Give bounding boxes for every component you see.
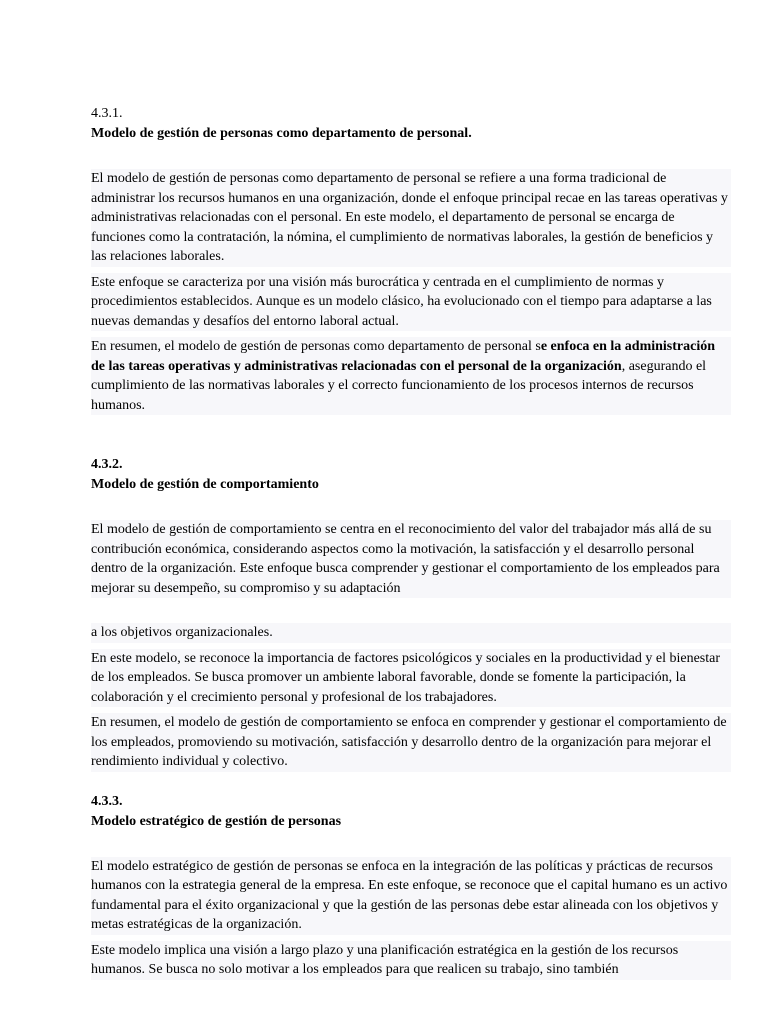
summary-text-before: En resumen, el modelo de gestión de personas como departamento de personal s: [91, 339, 541, 354]
section-title: Modelo de gestión de comportamiento: [91, 477, 319, 492]
paragraph: En este modelo, se reconoce la importancia de factores psicológicos y sociales en la productividad y el bienestar de los empleados. Se busca promover un ambiente laboral favorable, donde se fomente la participación, la colaboración y el crecimiento personal y profesional de los trabajadores.: [91, 649, 731, 708]
section-4-3-3: [91, 792, 731, 980]
summary-text-bold: e enfoca en la administración de las tareas operativas y administrativas relacionadas con el personal de la organización: [91, 339, 716, 374]
paragraph: Este modelo implica una visión a largo plazo y una planificación estratégica en la gestión de los recursos humanos. Se busca no solo motivar a los empleados para que realicen su trabajo, sino también: [91, 941, 731, 980]
section-number: 4.3.2.: [91, 457, 123, 472]
paragraph: El modelo de gestión de personas como departamento de personal se refiere a una forma tradicional de administrar los recursos humanos en una organización, donde el enfoque principal recae en las tareas operativas y administrativas relacionadas con el personal. En este modelo, el departamento de personal se encarga de funciones como la contratación, la nómina, el cumplimiento de normativas laborales, la gestión de beneficios y las relaciones laborales.: [91, 169, 731, 267]
section-4-3-1: [91, 104, 731, 415]
document-page: [91, 104, 731, 980]
summary-text-after: , asegurando el cumplimiento de las normativas laborales y el correcto funcionamiento de los procesos internos de recursos humanos.: [91, 358, 707, 413]
section-number: 4.3.3.: [91, 793, 123, 809]
section-title: Modelo estratégico de gestión de personas: [91, 813, 342, 829]
section-title: Modelo de gestión de personas como departamento de personal.: [91, 126, 472, 141]
paragraph: Este enfoque se caracteriza por una visión más burocrática y centrada en el cumplimiento de normas y procedimientos establecidos. Aunque es un modelo clásico, ha evolucionado con el tiempo para adaptarse a las nuevas demandas y desafíos del entorno laboral actual.: [91, 273, 731, 332]
summary-paragraph: [91, 337, 731, 415]
paragraph: El modelo de gestión de comportamiento se centra en el reconocimiento del valor del trabajador más allá de su contribución económica, considerando aspectos como la motivación, la satisfacción y el desarrollo personal dentro de la organización. Este enfoque busca comprender y gestionar el comportamiento de los empleados para mejorar su desempeño, su compromiso y su adaptación: [91, 520, 731, 598]
section-number: 4.3.1.: [91, 106, 123, 121]
paragraph: En resumen, el modelo de gestión de comportamiento se enfoca en comprender y gestionar el comportamiento de los empleados, promoviendo su motivación, satisfacción y desarrollo dentro de la organización para mejorar el rendimiento individual y colectivo.: [91, 713, 731, 772]
paragraph: a los objetivos organizacionales.: [91, 623, 731, 643]
section-4-3-2: [91, 455, 731, 772]
paragraph: El modelo estratégico de gestión de personas se enfoca en la integración de las políticas y prácticas de recursos humanos con la estrategia general de la empresa. En este enfoque, se reconoce que el capital humano es un activo fundamental para el éxito organizacional y que la gestión de las personas debe estar alineada con los objetivos y metas estratégicas de la organización.: [91, 857, 731, 935]
